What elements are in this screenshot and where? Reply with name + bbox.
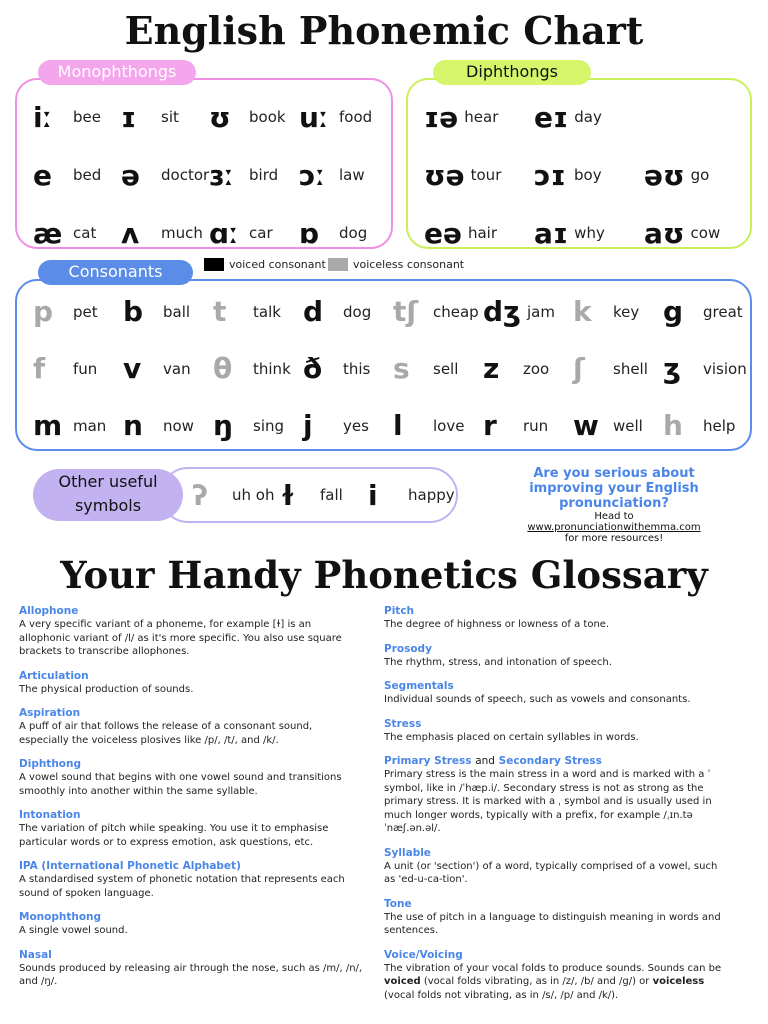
phoneme-cell xyxy=(393,397,483,454)
term-text: Primary Stress xyxy=(384,755,472,767)
phoneme-cell xyxy=(123,340,213,397)
example-word: jam xyxy=(526,302,555,321)
example-word: boy xyxy=(574,166,602,184)
phoneme-cell xyxy=(424,88,534,146)
phoneme-cell xyxy=(121,146,209,204)
voiced-swatch xyxy=(204,258,224,271)
glossary-term xyxy=(19,948,364,962)
phoneme-cell xyxy=(483,283,573,340)
example-word: bird xyxy=(249,166,279,184)
phoneme-cell xyxy=(303,340,393,397)
example-word: dog xyxy=(339,224,368,242)
example-word: car xyxy=(249,224,273,242)
phoneme-symbol: r xyxy=(483,409,497,442)
phoneme-symbol: ɔɪ xyxy=(534,158,566,192)
glossary-definition: A vowel sound that begins with one vowel sound and transitions smoothly into another within the same syllable. xyxy=(19,772,342,797)
phoneme-cell xyxy=(573,283,663,340)
phoneme-symbol: k xyxy=(573,295,592,328)
glossary-definition: The degree of highness or lowness of a tone. xyxy=(384,619,610,630)
phoneme-symbol: h xyxy=(663,409,683,442)
phoneme-cell xyxy=(534,204,644,262)
glossary-definition: A standardised system of phonetic notation that represents each sound of spoken language. xyxy=(19,874,345,899)
phoneme-cell xyxy=(534,146,644,204)
phoneme-cell xyxy=(424,204,534,262)
definition-part: The vibration of your vocal folds to produce sounds. Sounds can be xyxy=(384,962,722,974)
term-text: Diphthong xyxy=(19,758,82,770)
phoneme-symbol: b xyxy=(123,295,144,328)
phoneme-symbol: ɪə xyxy=(424,100,459,134)
phoneme-symbol: f xyxy=(33,352,46,385)
phoneme-cell xyxy=(644,88,749,146)
phoneme-symbol: aɪ xyxy=(534,216,569,250)
glossary-definition: The physical production of sounds. xyxy=(19,683,194,695)
example-word: uh oh xyxy=(232,486,275,504)
example-word: great xyxy=(703,302,743,321)
phoneme-cell xyxy=(280,469,368,521)
example-word: cat xyxy=(73,224,97,242)
phoneme-cell xyxy=(33,283,123,340)
phoneme-symbol: l xyxy=(393,409,403,442)
glossary-entry xyxy=(384,846,724,887)
glossary-entry xyxy=(19,910,364,938)
glossary-term xyxy=(384,754,724,768)
example-word: bed xyxy=(73,166,102,184)
chart-title: English Phonemic Chart xyxy=(124,8,644,53)
phoneme-cell xyxy=(299,88,383,146)
glossary-entry xyxy=(384,948,724,1003)
glossary-definition: A very specific variant of a phoneme, for example [ɫ] is an allophonic variant of /l/ as it's more specific. You also use square brackets to transcribe allophones. xyxy=(19,619,342,657)
glossary-definition: Primary stress is the main stress in a word and is marked with a ˈ symbol, like in /ˈhæp.i/. Secondary stress is not as strong as the primary stress. It is marked with a ˌ symbol and is usually used in much longer words, typically with a prefix, for example /ˌɪn.təˈnæʃ.ən.əl/. xyxy=(384,769,712,834)
example-word: man xyxy=(73,416,107,435)
example-word: bee xyxy=(73,108,101,126)
phoneme-cell xyxy=(33,204,121,262)
term-text: Nasal xyxy=(19,948,52,961)
glossary-term xyxy=(19,604,364,618)
definition-part: (vocal folds not vibrating, as in /s/, /p/ and /k/). xyxy=(384,989,619,1001)
phoneme-cell xyxy=(424,146,534,204)
example-word: shell xyxy=(613,359,648,378)
phoneme-symbol: z xyxy=(483,352,500,385)
diphthongs-grid xyxy=(424,88,749,262)
example-word: sit xyxy=(161,108,179,126)
term-text: Pitch xyxy=(384,605,415,617)
phoneme-cell xyxy=(213,283,303,340)
phoneme-cell xyxy=(209,88,299,146)
glossary-right-column xyxy=(384,604,724,1012)
phoneme-symbol: ð xyxy=(303,352,323,385)
phoneme-symbol: dʒ xyxy=(483,295,521,328)
monophthongs-box xyxy=(15,78,393,249)
phoneme-cell xyxy=(299,204,383,262)
phoneme-symbol: m xyxy=(33,409,63,442)
glossary-entry xyxy=(19,859,364,900)
phoneme-symbol: t xyxy=(213,295,227,328)
glossary-term xyxy=(384,948,724,962)
example-word: fun xyxy=(73,359,98,378)
phoneme-cell xyxy=(483,340,573,397)
phoneme-symbol: iː xyxy=(33,100,53,134)
glossary-title: Your Handy Phonetics Glossary xyxy=(60,553,708,597)
phoneme-cell xyxy=(393,340,483,397)
phoneme-cell xyxy=(33,146,121,204)
phoneme-symbol: æ xyxy=(33,216,63,250)
definition-part: (vocal folds vibrating, as in /z/, /b/ and /g/) or xyxy=(420,976,653,987)
phoneme-symbol: uː xyxy=(299,100,329,134)
glossary-definition: The use of pitch in a language to distinguish meaning in words and sentences. xyxy=(384,911,721,936)
example-word: book xyxy=(249,108,286,126)
legend-voiced xyxy=(204,258,326,271)
term-text: Aspiration xyxy=(19,707,81,719)
example-word: talk xyxy=(253,302,281,321)
glossary-term xyxy=(384,897,724,911)
phoneme-cell xyxy=(123,283,213,340)
glossary-definition: A puff of air that follows the release of a consonant sound, especially the voiceless plosives like /p/, /t/, and /k/. xyxy=(19,721,313,746)
phoneme-cell xyxy=(303,397,393,454)
term-text: Prosody xyxy=(384,642,432,655)
consonants-box xyxy=(15,279,752,451)
phoneme-symbol: ɜː xyxy=(209,158,234,192)
phoneme-cell xyxy=(123,397,213,454)
definition-part: voiceless xyxy=(652,976,705,987)
term-text: Stress xyxy=(384,717,422,730)
example-word: tour xyxy=(470,166,502,184)
phoneme-symbol: v xyxy=(123,352,142,385)
promo-head-to: Head to xyxy=(594,511,634,522)
example-word: zoo xyxy=(523,359,550,378)
example-word: van xyxy=(163,359,191,378)
diphthongs-label: Diphthongs xyxy=(433,60,591,85)
glossary-entry xyxy=(384,604,724,632)
promo-lead: Are you serious about improving your English pronunciation? xyxy=(529,466,699,511)
phoneme-cell xyxy=(33,397,123,454)
glossary-entry xyxy=(384,754,724,836)
example-word: cow xyxy=(690,224,721,242)
voiceless-swatch xyxy=(328,258,348,271)
glossary-term xyxy=(19,910,364,924)
example-word: fall xyxy=(320,486,343,504)
example-word: sing xyxy=(253,416,285,435)
phoneme-symbol: ɑː xyxy=(209,216,239,250)
term-text: Allophone xyxy=(19,605,79,617)
example-word: happy xyxy=(408,486,455,504)
glossary-term xyxy=(19,669,364,683)
example-word: think xyxy=(253,359,291,378)
phoneme-symbol: tʃ xyxy=(393,295,419,328)
phoneme-symbol: ʒ xyxy=(663,352,681,385)
phoneme-symbol: ʃ xyxy=(573,352,585,385)
phoneme-cell xyxy=(213,397,303,454)
glossary-term xyxy=(384,717,724,731)
example-word: go xyxy=(690,166,710,184)
phoneme-symbol: ɔː xyxy=(299,158,326,192)
legend-voiceless-text: voiceless consonant xyxy=(353,258,465,271)
phoneme-symbol: ŋ xyxy=(213,409,233,442)
phoneme-cell xyxy=(209,204,299,262)
other-symbols-grid xyxy=(192,469,455,521)
phoneme-symbol: əʊ xyxy=(644,158,685,192)
example-word: run xyxy=(523,416,549,435)
example-word: law xyxy=(339,166,365,184)
glossary-entry xyxy=(19,808,364,849)
phoneme-cell xyxy=(299,146,383,204)
glossary-term xyxy=(384,846,724,860)
consonants-label: Consonants xyxy=(38,260,193,285)
other-symbols-box xyxy=(160,467,458,523)
phoneme-cell xyxy=(213,340,303,397)
consonants-grid xyxy=(33,283,747,454)
example-word: this xyxy=(343,359,371,378)
term-text: Intonation xyxy=(19,809,81,821)
example-word: hair xyxy=(467,224,498,242)
definition-part: voiced xyxy=(384,976,421,987)
phoneme-symbol: ɫ xyxy=(280,478,296,512)
glossary-entry xyxy=(19,604,364,659)
phoneme-cell xyxy=(663,397,753,454)
example-word: ball xyxy=(163,302,191,321)
example-word: hear xyxy=(464,108,499,126)
promo-block xyxy=(498,466,730,544)
promo-link[interactable]: www.pronunciationwithemma.com xyxy=(527,522,701,533)
glossary-left-column xyxy=(19,604,364,999)
legend-voiced-text: voiced consonant xyxy=(229,258,326,271)
phoneme-symbol: eɪ xyxy=(534,100,569,134)
glossary-entry xyxy=(384,679,724,707)
glossary-entry xyxy=(384,642,724,670)
glossary-definition: Sounds produced by releasing air through the nose, such as /m/, /n/, and /ŋ/. xyxy=(19,962,363,987)
phoneme-symbol: ʊ xyxy=(209,100,231,134)
glossary-entry xyxy=(19,948,364,989)
phoneme-symbol: ʔ xyxy=(192,478,209,512)
phoneme-symbol: n xyxy=(123,409,143,442)
glossary-definition: A unit (or 'section') of a word, typically comprised of a vowel, such as 'ed-u-ca-tion'. xyxy=(384,860,718,885)
phoneme-cell xyxy=(573,340,663,397)
monophthongs-label: Monophthongs xyxy=(38,60,196,85)
phoneme-symbol: w xyxy=(573,409,599,442)
phoneme-cell xyxy=(534,88,644,146)
glossary-definition: A single vowel sound. xyxy=(19,925,128,936)
phoneme-cell xyxy=(483,397,573,454)
phoneme-symbol: ɒ xyxy=(299,216,320,250)
phoneme-cell xyxy=(33,88,121,146)
phoneme-symbol: eə xyxy=(424,216,462,250)
glossary-term xyxy=(384,604,724,618)
phoneme-symbol: e xyxy=(33,158,52,192)
phoneme-cell xyxy=(303,283,393,340)
legend-voiceless xyxy=(328,258,464,271)
phoneme-symbol: ə xyxy=(121,158,140,192)
term-text: Monophthong xyxy=(19,911,102,923)
phoneme-symbol: aʊ xyxy=(644,216,685,250)
phoneme-symbol: p xyxy=(33,295,54,328)
example-word: why xyxy=(574,224,605,242)
term-text: Syllable xyxy=(384,846,431,859)
glossary-term xyxy=(19,757,364,771)
glossary-entry xyxy=(384,897,724,938)
example-word: yes xyxy=(343,416,369,435)
glossary-term xyxy=(19,706,364,720)
promo-tail: for more resources! xyxy=(564,533,664,544)
phoneme-symbol: j xyxy=(303,409,313,442)
term-text: Tone xyxy=(384,897,412,910)
glossary-term xyxy=(19,808,364,822)
phoneme-symbol: θ xyxy=(213,352,233,385)
glossary-entry xyxy=(19,669,364,697)
phoneme-symbol: g xyxy=(663,295,684,328)
example-word: much xyxy=(161,224,203,242)
example-word: cheap xyxy=(433,302,479,321)
example-word: dog xyxy=(343,302,372,321)
glossary-term xyxy=(19,859,364,873)
glossary-definition: The emphasis placed on certain syllables in words. xyxy=(384,731,639,743)
glossary-definition: The variation of pitch while speaking. You use it to emphasise particular words or to express emotion, ask questions, etc. xyxy=(19,823,329,848)
glossary-entry xyxy=(19,757,364,798)
glossary-term xyxy=(384,642,724,656)
term-text: Voice/Voicing xyxy=(384,948,463,961)
phoneme-cell xyxy=(192,469,280,521)
glossary-definition: Individual sounds of speech, such as vowels and consonants. xyxy=(384,694,691,705)
example-word: doctor xyxy=(161,166,210,184)
example-word: love xyxy=(433,416,465,435)
glossary-definition xyxy=(384,962,724,1003)
example-word: food xyxy=(339,108,373,126)
glossary-term xyxy=(384,679,724,693)
phoneme-cell xyxy=(121,204,209,262)
example-word: now xyxy=(163,416,194,435)
phoneme-cell xyxy=(663,283,753,340)
phoneme-cell xyxy=(663,340,753,397)
example-word: vision xyxy=(703,359,747,378)
phoneme-symbol: ɪ xyxy=(121,100,137,134)
monophthongs-grid xyxy=(33,88,383,262)
term-text-2: Secondary Stress xyxy=(498,755,602,767)
term-text: IPA (International Phonetic Alphabet) xyxy=(19,860,241,872)
phoneme-cell xyxy=(121,88,209,146)
glossary-entry xyxy=(19,706,364,747)
term-and: and xyxy=(475,755,495,767)
phoneme-cell xyxy=(644,204,749,262)
glossary-definition: The rhythm, stress, and intonation of speech. xyxy=(384,656,612,668)
example-word: sell xyxy=(433,359,459,378)
phoneme-cell xyxy=(393,283,483,340)
phoneme-cell xyxy=(33,340,123,397)
phoneme-cell xyxy=(573,397,663,454)
other-symbols-label: Other useful symbols xyxy=(33,469,183,521)
phoneme-cell xyxy=(644,146,749,204)
phoneme-symbol: i xyxy=(368,478,378,512)
example-word: key xyxy=(613,302,640,321)
phoneme-cell xyxy=(368,469,455,521)
phoneme-symbol: s xyxy=(393,352,410,385)
example-word: day xyxy=(574,108,602,126)
diphthongs-box xyxy=(406,78,752,249)
glossary-entry xyxy=(384,717,724,745)
example-word: well xyxy=(613,416,643,435)
example-word: pet xyxy=(73,302,98,321)
example-word: help xyxy=(703,416,736,435)
phoneme-symbol: ʊə xyxy=(424,158,465,192)
phoneme-symbol: d xyxy=(303,295,324,328)
phoneme-cell xyxy=(209,146,299,204)
term-text: Articulation xyxy=(19,669,89,682)
term-text: Segmentals xyxy=(384,680,454,692)
phoneme-symbol: ʌ xyxy=(121,216,140,250)
